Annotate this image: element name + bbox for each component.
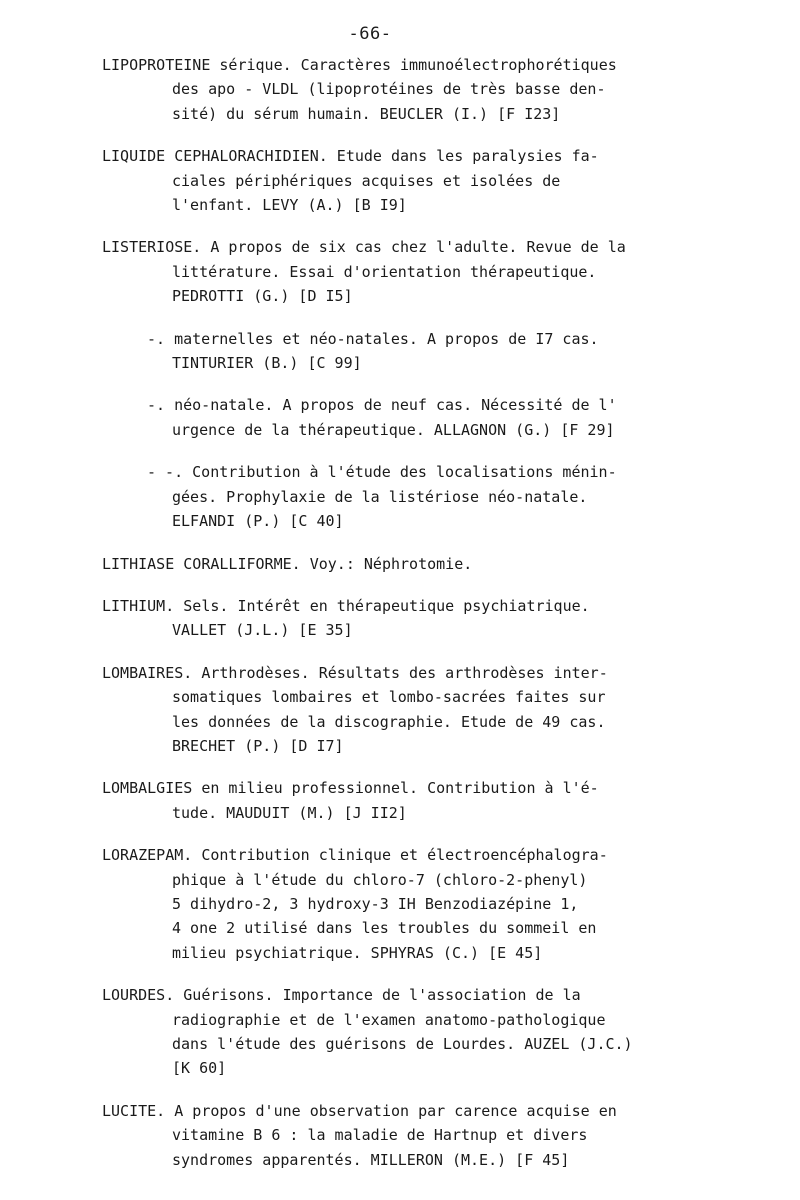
- entry-line: milieu psychiatrique. SPHYRAS (C.) [E 45]: [172, 943, 543, 962]
- index-entry-lithiase: [102, 552, 742, 576]
- entry-line: -. maternelles et néo-natales. A propos de I7 cas.: [147, 329, 599, 348]
- index-entry-lithium: [102, 594, 742, 643]
- entry-line: vitamine B 6 : la maladie de Hartnup et divers: [172, 1126, 588, 1145]
- index-entry-lucite: [102, 1099, 742, 1172]
- entry-line: LITHIUM. Sels. Intérêt en thérapeutique psychiatrique.: [102, 596, 590, 615]
- index-entry-listeriose: [102, 235, 742, 308]
- entry-line: LISTERIOSE. A propos de six cas chez l'adulte. Revue de la: [102, 238, 626, 257]
- entry-line: 5 dihydro-2, 3 hydroxy-3 IH Benzodiazépine 1,: [172, 894, 579, 913]
- entry-line: LITHIASE CORALLIFORME. Voy.: Néphrotomie.: [102, 554, 473, 573]
- entry-line: - -. Contribution à l'étude des localisations ménin-: [147, 463, 617, 482]
- index-entries: [102, 53, 742, 1190]
- entry-line: LIQUIDE CEPHALORACHIDIEN. Etude dans les paralysies fa-: [102, 147, 599, 166]
- index-entry-lipoproteine: [102, 53, 742, 126]
- entry-line: dans l'étude des guérisons de Lourdes. AUZEL (J.C.): [172, 1035, 633, 1053]
- index-entry-lourdes: [102, 983, 742, 1081]
- entry-line: [K 60]: [172, 1059, 227, 1078]
- entry-line: LIPOPROTEINE sérique. Caractères immunoélectrophorétiques: [102, 56, 617, 74]
- entry-line: PEDROTTI (G.) [D I5]: [172, 287, 353, 306]
- entry-line: l'enfant. LEVY (A.) [B I9]: [172, 196, 407, 215]
- entry-line: les données de la discographie. Etude de 49 cas.: [172, 712, 606, 731]
- entry-line: LOURDES. Guérisons. Importance de l'association de la: [102, 986, 581, 1005]
- entry-line: radiographie et de l'examen anatomo-pathologique: [172, 1010, 606, 1029]
- entry-line: sité) du sérum humain. BEUCLER (I.) [F I23]: [172, 104, 561, 123]
- index-subentry-listeriose-neonatale: [102, 393, 742, 442]
- index-entry-lombaires: [102, 661, 742, 759]
- entry-line: LUCITE. A propos d'une observation par carence acquise en: [102, 1101, 617, 1120]
- entry-line: BRECHET (P.) [D I7]: [172, 736, 344, 755]
- index-entry-liquide-cephalorachidien: [102, 144, 742, 217]
- entry-line: littérature. Essai d'orientation thérapeutique.: [172, 262, 597, 281]
- entry-line: des apo - VLDL (lipoprotéines de très basse den-: [172, 80, 606, 99]
- index-entry-lombalgies: [102, 776, 742, 825]
- entry-line: LORAZEPAM. Contribution clinique et électroencéphalogra-: [102, 846, 608, 865]
- entry-line: urgence de la thérapeutique. ALLAGNON (G.) [F 29]: [172, 420, 615, 439]
- index-entry-lorazepam: [102, 843, 742, 965]
- entry-line: somatiques lombaires et lombo-sacrées faites sur: [172, 688, 606, 707]
- entry-line: gées. Prophylaxie de la listériose néo-natale.: [172, 487, 588, 506]
- entry-line: -. néo-natale. A propos de neuf cas. Nécessité de l': [147, 396, 617, 415]
- entry-line: ELFANDI (P.) [C 40]: [172, 512, 344, 531]
- entry-line: syndromes apparentés. MILLERON (M.E.) [F 45]: [172, 1150, 570, 1169]
- index-subentry-listeriose-maternelles: [102, 327, 742, 376]
- entry-line: phique à l'étude du chloro-7 (chloro-2-phenyl): [172, 870, 588, 889]
- entry-line: 4 one 2 utilisé dans les troubles du sommeil en: [172, 919, 597, 938]
- entry-line: LOMBAIRES. Arthrodèses. Résultats des arthrodèses inter-: [102, 663, 608, 682]
- entry-line: LOMBALGIES en milieu professionnel. Contribution à l'é-: [102, 779, 599, 798]
- entry-line: tude. MAUDUIT (M.) [J II2]: [172, 803, 407, 822]
- index-subentry-listeriose-localisations: [102, 460, 742, 533]
- entry-line: VALLET (J.L.) [E 35]: [172, 621, 353, 640]
- entry-line: ciales périphériques acquises et isolées de: [172, 171, 561, 190]
- entry-line: TINTURIER (B.) [C 99]: [172, 354, 362, 373]
- page-number: -66-: [348, 24, 392, 44]
